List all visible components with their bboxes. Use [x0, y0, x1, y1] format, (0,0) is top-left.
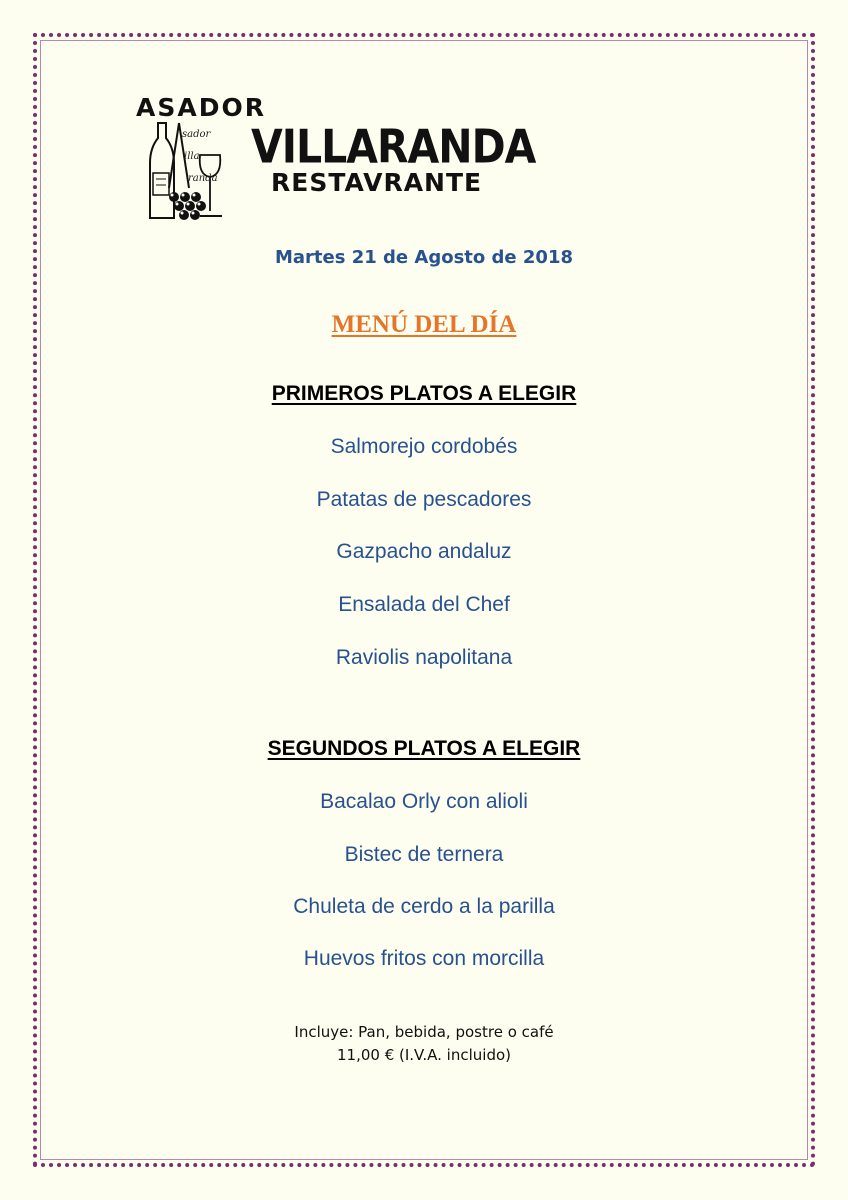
segundos-heading: SEGUNDOS PLATOS A ELEGIR [267, 737, 581, 760]
menu-date: Martes 21 de Agosto de 2018 [275, 247, 573, 268]
dish-item: Salmorejo cordobés [330, 435, 518, 458]
menu-includes: Incluye: Pan, bebida, postre o café [294, 1023, 554, 1041]
dish-item: Gazpacho andaluz [336, 540, 512, 563]
restaurant-logo [134, 93, 536, 228]
logo-mini-sador: sador [182, 129, 211, 140]
logo-mini-illa: illa [184, 151, 200, 162]
logo-mini-randa: randa [188, 173, 218, 184]
dish-item: Huevos fritos con morcilla [303, 947, 545, 970]
dish-item: Bistec de ternera [344, 843, 504, 866]
dish-item: Raviolis napolitana [335, 646, 513, 669]
dish-item: Ensalada del Chef [338, 593, 510, 616]
menu-price: 11,00 € (I.V.A. incluido) [336, 1046, 511, 1064]
menu-title: MENÚ DEL DÍA [331, 311, 517, 338]
primeros-heading: PRIMEROS PLATOS A ELEGIR [271, 382, 577, 405]
dish-item: Chuleta de cerdo a la parilla [293, 895, 555, 918]
dish-item: Patatas de pescadores [316, 488, 532, 511]
dish-item: Bacalao Orly con alioli [320, 790, 528, 813]
logo-asador-text: ASADOR [136, 93, 266, 122]
logo-restaurante-text: RESTAVRANTE [271, 168, 483, 197]
logo-villaranda-text: VILLARANDA [251, 120, 536, 174]
